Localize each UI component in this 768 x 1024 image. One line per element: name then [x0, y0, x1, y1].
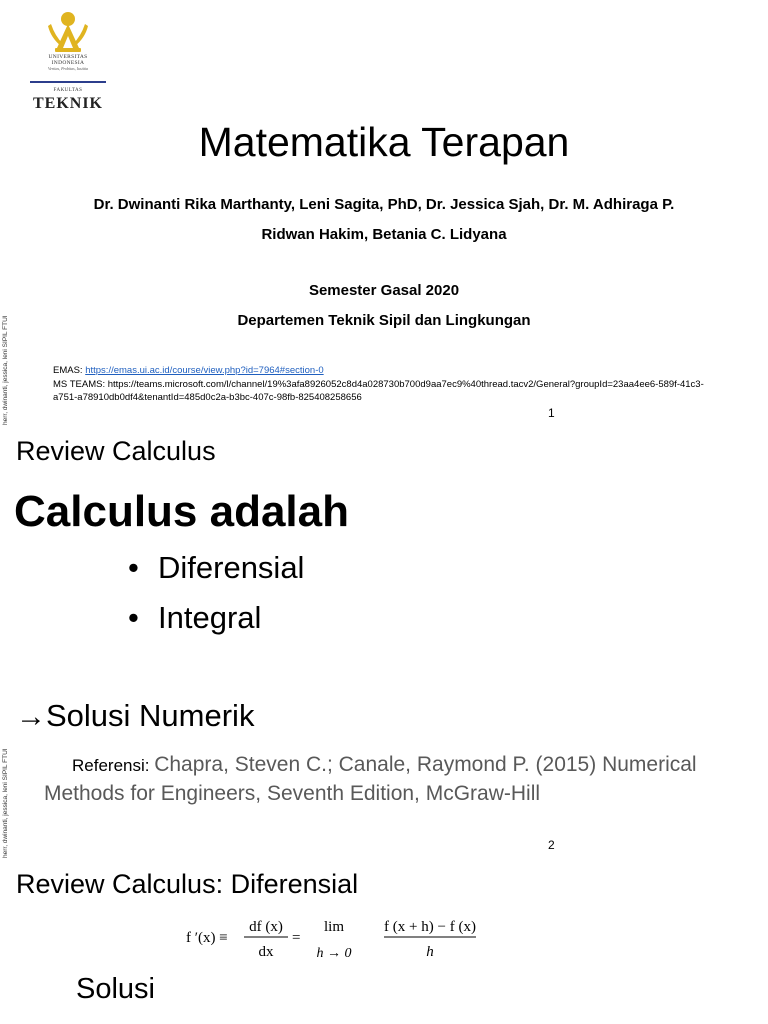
teams-line2[interactable]: a751-a78910db0df4&tenantId=485d0c2a-b3bc-407c-98fb-825408258656 — [53, 392, 362, 403]
side-watermark-1: herr, dwinanti, jessica, leni SIPIL FTUI — [2, 315, 9, 425]
emas-label: EMAS: — [53, 365, 86, 376]
side-watermark-2: herr, dwinanti, jessica, leni SIPIL FTUI — [2, 748, 9, 858]
page-number-2: 2 — [548, 838, 555, 852]
logo-university-line2: INDONESIA — [51, 60, 85, 66]
formula-lim: lim — [323, 919, 345, 935]
university-logo — [28, 10, 108, 130]
makara-emblem-icon — [45, 10, 91, 54]
slide1-title: Matematika Terapan — [198, 119, 570, 165]
authors-line1: Dr. Dwinanti Rika Marthanty, Leni Sagita, PhD, Dr. Jessica Sjah, Dr. M. Adhiraga P. — [93, 196, 675, 213]
solusi-label: Solusi Numerik — [46, 698, 255, 733]
formula-frac1-num: df (x) — [249, 919, 283, 935]
reference-text: Chapra, Steven C.; Canale, Raymond P. (2015) Numerical Methods for Engineers, Seventh Edition, McGraw-Hill — [44, 753, 697, 805]
bullet-diferensial — [128, 548, 304, 588]
logo-university-line1: UNIVERSITAS — [48, 54, 88, 60]
authors-line2: Ridwan Hakim, Betania C. Lidyana — [261, 226, 507, 243]
arrow-right-icon: → — [16, 700, 46, 733]
reference-label: Referensi: — [72, 756, 155, 775]
slide3-title: Review Calculus: Diferensial — [16, 869, 359, 899]
teams-line1[interactable]: MS TEAMS: https://teams.microsoft.com/l/channel/19%3afa8926052c8d4a028730b700d9aa7ec9%40thread.tacv2/General?groupId=23aa4ee6-589f-41c3- — [53, 379, 704, 390]
page-number-1: 1 — [548, 406, 555, 420]
solusi-numerik — [16, 696, 254, 737]
emas-line — [53, 364, 324, 377]
formula-equals: = — [292, 930, 301, 946]
bullet-glyph: • — [128, 600, 139, 635]
department-label: Departemen Teknik Sipil dan Lingkungan — [237, 312, 531, 329]
logo-faculty-name: TEKNIK — [32, 95, 103, 112]
slide2-title: Review Calculus — [16, 436, 216, 466]
bullet-integral — [128, 598, 261, 638]
bullet-label: Integral — [158, 600, 262, 635]
formula-lhs: f ′(x) ≡ — [186, 930, 228, 946]
formula-frac2-den: h — [426, 944, 434, 960]
bullet-label: Diferensial — [158, 550, 305, 585]
slide3-solusi: Solusi — [76, 973, 155, 1005]
semester-label: Semester Gasal 2020 — [308, 282, 460, 299]
formula-lim-sub: h → 0 — [316, 946, 352, 961]
bullet-glyph: • — [128, 550, 139, 585]
reference-block — [44, 751, 764, 808]
logo-motto: Veritas, Probitas, Iustitia — [47, 66, 89, 71]
slide2-heading: Calculus adalah — [14, 487, 350, 536]
formula-frac1-den: dx — [258, 944, 274, 960]
derivative-formula — [186, 912, 486, 964]
logo-divider — [30, 81, 106, 83]
emas-link[interactable]: https://emas.ui.ac.id/course/view.php?id=7964#section-0 — [85, 365, 324, 376]
logo-faculty-label: FAKULTAS — [53, 88, 83, 93]
formula-frac2-num: f (x + h) − f (x) — [384, 919, 476, 935]
